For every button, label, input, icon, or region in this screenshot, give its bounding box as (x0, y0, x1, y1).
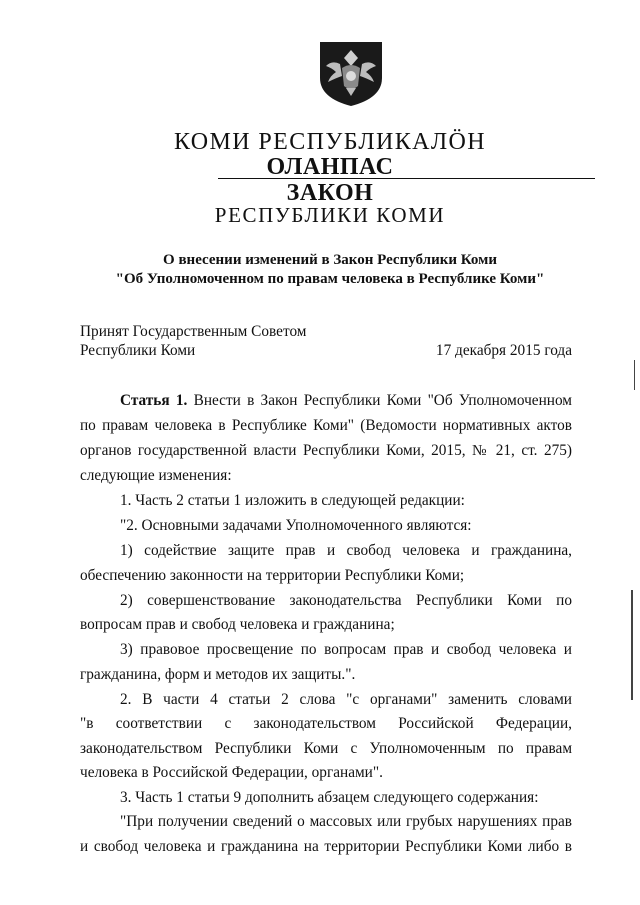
body-line: органов государственной власти Республики Коми, 2015, № 21, ст. 275) (80, 442, 572, 459)
adoption-date: 17 декабря 2015 года (435, 342, 572, 359)
body-line: 3. Часть 1 статьи 9 дополнить абзацем следующего содержания: (120, 789, 539, 806)
body-line: 1. Часть 2 статьи 1 изложить в следующей редакции: (120, 492, 465, 509)
body-line: и свобод человека и гражданина на территории Республики Коми либо в (80, 838, 572, 855)
body-line: 3) правовое просвещение по вопросам прав и свобод человека и (120, 641, 572, 658)
body-line: "При получении сведений о массовых или грубых нарушениях прав (120, 813, 572, 830)
adoption-line-2: Республики Коми (80, 342, 196, 359)
header-respubliki-line: РЕСПУБЛИКИ КОМИ (214, 203, 446, 227)
header-zakon: ЗАКОН (286, 180, 374, 206)
body-line: "2. Основными задачами Уполномоченного являются: (120, 517, 472, 534)
body-line: 2. В части 4 статьи 2 слова "с органами" заменить словами (120, 691, 572, 708)
header-olanpas: ОЛАНПАС (266, 154, 394, 180)
adoption-line-1: Принят Государственным Советом (80, 323, 307, 340)
scan-edge-mark (631, 590, 633, 700)
body-line: по правам человека в Республике Коми" (Ведомости нормативных актов (80, 417, 572, 434)
body-line: 2) совершенствование законодательства Республики Коми по (120, 592, 572, 609)
article-1-line (120, 393, 572, 408)
scan-edge-mark (634, 360, 635, 390)
body-line: следующие изменения: (80, 467, 232, 484)
body-line: вопросам прав и свобод человека и гражданина; (80, 616, 395, 633)
body-line: 1) содействие защите прав и свобод человека и гражданина, (120, 542, 572, 559)
article-label: Статья 1. (120, 392, 188, 409)
body-line: "в соответствии с законодательством Российской Федерации, (80, 715, 572, 732)
body-line: законодательством Республики Коми с Уполномоченным по правам (80, 740, 572, 757)
header-divider (218, 178, 595, 179)
body-line: обеспечению законности на территории Республики Коми; (80, 567, 465, 584)
body-line: человека в Российской Федерации, органами". (80, 764, 383, 781)
law-title-line-2: "Об Уполномоченном по правам человека в Республике Коми" (115, 271, 545, 287)
komi-coat-of-arms-icon (318, 40, 384, 108)
header-komi-line: КОМИ РЕСПУБЛИКАЛÖН (173, 129, 487, 155)
law-title-line-1: О внесении изменений в Закон Республики Коми (163, 252, 497, 268)
body-line: гражданина, форм и методов их защиты.". (80, 666, 356, 683)
article-1-text: Внести в Закон Республики Коми "Об Уполномоченном (193, 392, 572, 409)
